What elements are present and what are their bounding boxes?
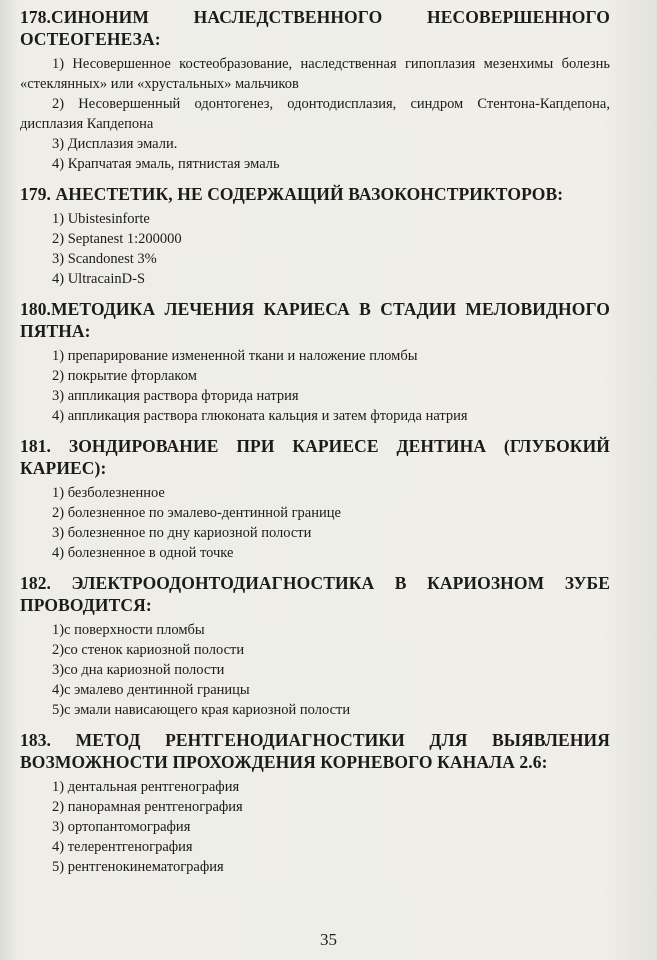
answer-option: 1) дентальная рентгенография <box>52 779 240 795</box>
answer-option: 3) болезненное по дну кариозной полости <box>52 525 312 541</box>
page-number: 35 <box>320 930 337 949</box>
question-title: 180.МЕТОДИКА ЛЕЧЕНИЯ КАРИЕСА В СТАДИИ МЕЛОВИДНОГО ПЯТНА: <box>20 299 610 341</box>
answer-option: 2) Несовершенный одонтогенез, одонтодисплазия, синдром Стентона-Капдепона, дисплазия Капдепона <box>20 96 610 132</box>
question-182 <box>20 572 610 720</box>
answer-options <box>20 483 610 563</box>
question-title: 181. ЗОНДИРОВАНИЕ ПРИ КАРИЕСЕ ДЕНТИНА (ГЛУБОКИЙ КАРИЕС): <box>20 436 610 478</box>
answer-options <box>20 209 610 289</box>
question-180 <box>20 298 610 426</box>
answer-options <box>20 346 610 426</box>
answer-option: 3) ортопантомография <box>52 819 191 835</box>
answer-option: 5) рентгенокинематография <box>52 859 224 875</box>
question-title: 182. ЭЛЕКТРООДОНТОДИАГНОСТИКА В КАРИОЗНОМ ЗУБЕ ПРОВОДИТСЯ: <box>20 573 610 615</box>
answer-option: 1)с поверхности пломбы <box>52 622 205 638</box>
answer-options <box>20 54 610 174</box>
answer-option: 1) безболезненное <box>52 485 165 501</box>
answer-option: 3)со дна кариозной полости <box>52 662 225 678</box>
answer-option: 1) Несовершенное костеобразование, наследственная гипоплазия мезенхимы болезнь «стеклянных» или «хрустальных» мальчиков <box>20 56 610 92</box>
question-title: 178.СИНОНИМ НАСЛЕДСТВЕННОГО НЕСОВЕРШЕННОГО ОСТЕОГЕНЕЗА: <box>20 7 610 49</box>
question-181 <box>20 435 610 563</box>
question-178 <box>20 6 610 174</box>
page-content <box>20 6 610 886</box>
answer-option: 1) Ubistesinforte <box>52 211 150 227</box>
question-title: 183. МЕТОД РЕНТГЕНОДИАГНОСТИКИ ДЛЯ ВЫЯВЛЕНИЯ ВОЗМОЖНОСТИ ПРОХОЖДЕНИЯ КОРНЕВОГО КАНАЛА 2.6: <box>20 730 610 772</box>
answer-option: 4) UltracainD-S <box>52 271 146 287</box>
question-179 <box>20 183 610 289</box>
answer-option: 3) Scandonest 3% <box>52 251 157 267</box>
answer-option: 1) препарирование измененной ткани и наложение пломбы <box>52 348 418 364</box>
answer-option: 4) Крапчатая эмаль, пятнистая эмаль <box>52 156 280 172</box>
answer-option: 4) болезненное в одной точке <box>52 545 234 561</box>
answer-option: 4) аппликация раствора глюконата кальция и затем фторида натрия <box>52 408 468 424</box>
answer-option: 3) Дисплазия эмали. <box>52 136 178 152</box>
answer-option: 5)с эмали нависающего края кариозной полости <box>52 702 351 718</box>
answer-option: 4)с эмалево дентинной границы <box>52 682 250 698</box>
answer-option: 2) Septanest 1:200000 <box>52 231 182 247</box>
question-183 <box>20 729 610 877</box>
answer-option: 2) покрытие фторлаком <box>52 368 197 384</box>
answer-options <box>20 777 610 877</box>
answer-option: 4) телерентгенография <box>52 839 193 855</box>
answer-option: 3) аппликация раствора фторида натрия <box>52 388 299 404</box>
answer-option: 2)со стенок кариозной полости <box>52 642 245 658</box>
answer-option: 2) панорамная рентгенография <box>52 799 243 815</box>
question-title: 179. АНЕСТЕТИК, НЕ СОДЕРЖАЩИЙ ВАЗОКОНСТРИКТОРОВ: <box>20 184 564 204</box>
answer-options <box>20 620 610 720</box>
answer-option: 2) болезненное по эмалево-дентинной границе <box>52 505 341 521</box>
